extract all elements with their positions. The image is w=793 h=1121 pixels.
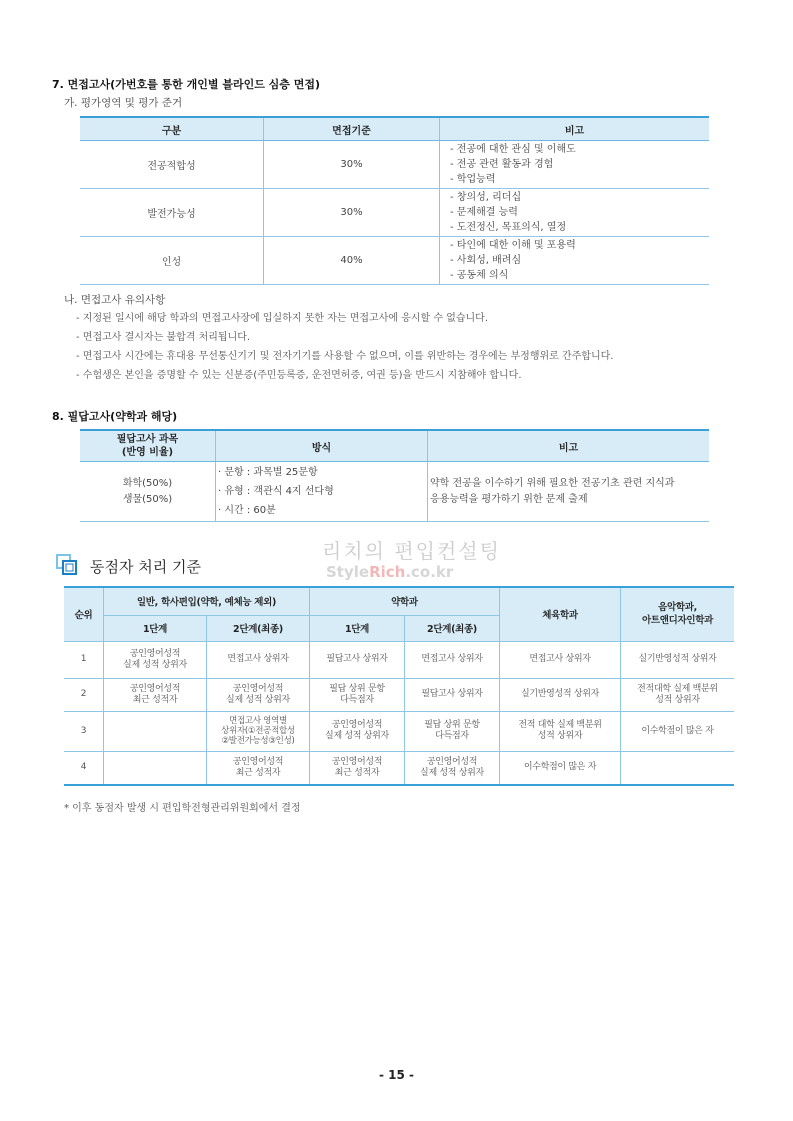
header-pe: 체육학과 [500, 587, 621, 641]
subject-biology: 생물(50%) [122, 493, 173, 505]
method-item: · 문항 : 과목별 25문항 [218, 467, 318, 478]
cell-line: 전적 대학 실제 백분위 [518, 720, 602, 730]
row-ratio: 30% [264, 189, 440, 237]
interview-criteria-table [80, 116, 709, 285]
rank-cell: 3 [64, 711, 104, 751]
row-note: - 문제해결 능력 [450, 207, 518, 218]
row-note: - 도전정신, 목표의식, 열정 [450, 222, 567, 233]
rank-cell: 4 [64, 751, 104, 785]
cell-line: 성적 상위자 [655, 694, 700, 705]
header-remark: 비고 [440, 117, 710, 141]
subject-chemistry: 화학(50%) [122, 477, 173, 489]
caution-item: - 지정된 일시에 해당 학과의 면접고사장에 입실하지 못한 자는 면접고사에 응시할 수 없습니다. [76, 313, 489, 324]
cell-line: 상위자(①전공적합성 [221, 726, 295, 736]
cell-line: 공인영어성적 [331, 756, 383, 767]
cell-line: 최근 성적자 [235, 767, 281, 778]
tie-footnote: * 이후 동점자 발생 시 편입학전형관리위원회에서 결정 [64, 803, 301, 814]
section-box-icon [56, 554, 78, 576]
header-category: 구분 [80, 117, 264, 141]
table-row [80, 141, 709, 189]
cell-line: 실제 성적 상위자 [420, 767, 484, 778]
cell-line: 이수학점이 많은 자 [523, 762, 597, 773]
cell-line: 공인영어성적 [129, 683, 181, 694]
method-item: · 시간 : 60분 [218, 505, 276, 516]
cell-line: 공인영어성적 [331, 720, 383, 730]
watermark-logo: 리치의 편입컨설팅 [322, 539, 501, 563]
cell-line: 실기반영성적 상위자 [638, 654, 717, 664]
cell-line: 공인영어성적 [426, 756, 478, 767]
row-ratio: 30% [264, 141, 440, 189]
header-stage1: 1단계 [310, 615, 405, 641]
tie-break-table [64, 586, 734, 786]
row-note: - 사회성, 배려심 [450, 255, 522, 266]
header-pharmacy: 약학과 [310, 587, 500, 615]
table-row [64, 751, 734, 785]
method-item: · 유형 : 객관식 4지 선다형 [218, 486, 334, 497]
cell-line: 필답 상위 문항 [329, 683, 385, 694]
row-note: - 학업능력 [450, 174, 496, 185]
header-criteria: 면접기준 [264, 117, 440, 141]
section8-title: 8. 필답고사(약학과 해당) [52, 410, 178, 423]
cell-line: 공인영어성적 [232, 756, 284, 767]
header-method: 방식 [216, 430, 428, 462]
cell-line: 면접고사 상위자 [529, 654, 591, 664]
header-rank: 순위 [64, 587, 104, 641]
caution-list [76, 309, 613, 385]
cell-line: 필답고사 상위자 [421, 689, 483, 699]
cell-line: 최근 성적자 [334, 767, 380, 778]
row-category: 인성 [80, 237, 264, 285]
table-row [64, 641, 734, 678]
header-ratio: (반영 비율) [121, 447, 174, 458]
cell-line: 필답고사 상위자 [326, 654, 388, 664]
row-category: 발전가능성 [80, 189, 264, 237]
cell-line: 전적대학 실제 백분위 [637, 683, 718, 694]
section7-sub-a: 가. 평가영역 및 평가 준거 [64, 97, 183, 109]
header-subject: 필답고사 과목 [116, 434, 179, 445]
table-row [64, 711, 734, 751]
watermark-url-part: .co.kr [405, 563, 454, 581]
rank-cell: 2 [64, 678, 104, 711]
table-row [80, 237, 709, 285]
cell-line: 다득점자 [435, 731, 469, 741]
header-music: 음악학과, [658, 602, 697, 614]
header-stage2: 2단계(최종) [405, 615, 500, 641]
cell-line: 면접고사 영역별 [229, 716, 287, 726]
row-note: - 창의성, 리더십 [450, 192, 522, 203]
empty-cell [621, 751, 735, 785]
header-remark: 비고 [428, 430, 710, 462]
page-number: - 15 - [378, 1068, 414, 1082]
row-category: 전공적합성 [80, 141, 264, 189]
watermark-url-part: Style [326, 563, 370, 581]
header-stage2: 2단계(최종) [207, 615, 310, 641]
cell-line: ②발전가능성③인성) [221, 736, 295, 746]
table-row [64, 678, 734, 711]
watermark-url [326, 563, 453, 581]
cell-line: 실제 성적 상위자 [123, 659, 187, 670]
caution-item: - 수험생은 본인을 증명할 수 있는 신분증(주민등록증, 운전면허증, 여권 등)을 반드시 지참해야 합니다. [76, 370, 522, 381]
section7-sub-b: 나. 면접고사 유의사항 [64, 294, 166, 306]
header-general: 일반, 학사편입(약학, 예체능 제외) [104, 587, 310, 615]
cell-line: 면접고사 상위자 [421, 654, 483, 664]
cell-line: 최근 성적자 [132, 694, 178, 705]
row-note: - 공동체 의식 [450, 270, 509, 281]
remark-line: 응용능력을 평가하기 위한 문제 출제 [430, 493, 588, 505]
row-note: - 타인에 대한 이해 및 포용력 [450, 240, 576, 251]
row-note: - 전공에 대한 관심 및 이해도 [450, 144, 576, 155]
cell-line: 실제 성적 상위자 [226, 694, 290, 705]
section7-title: 7. 면접고사(가번호를 통한 개인별 블라인드 심층 면접) [52, 78, 321, 91]
remark-line: 약학 전공을 이수하기 위해 필요한 전공기초 관련 지식과 [430, 477, 675, 489]
empty-cell [104, 751, 207, 785]
header-stage1: 1단계 [104, 615, 207, 641]
header-music: 아트앤디자인학과 [641, 615, 714, 627]
cell-line: 실기반영성적 상위자 [520, 689, 600, 699]
empty-cell [104, 711, 207, 751]
caution-item: - 면접고사 시간에는 휴대용 무선통신기기 및 전자기기를 사용할 수 없으며, 이를 위반하는 경우에는 부정행위로 간주합니다. [76, 351, 614, 362]
table-row [80, 189, 709, 237]
cell-line: 다득점자 [340, 694, 374, 705]
row-note: - 전공 관련 활동과 경험 [450, 159, 554, 170]
written-exam-table [80, 429, 709, 522]
cell-line: 이수학점이 많은 자 [641, 725, 714, 736]
table-row [80, 462, 709, 522]
row-ratio: 40% [264, 237, 440, 285]
cell-line: 공인영어성적 [129, 648, 181, 659]
cell-line: 면접고사 상위자 [227, 654, 289, 664]
cell-line: 필답 상위 문항 [424, 720, 480, 730]
tie-title: 동점자 처리 기준 [90, 558, 201, 576]
cell-line: 실제 성적 상위자 [325, 731, 389, 741]
cell-line: 공인영어성적 [232, 683, 284, 694]
rank-cell: 1 [64, 641, 104, 678]
watermark-url-part: Rich [369, 563, 406, 581]
caution-item: - 면접고사 결시자는 불합격 처리됩니다. [76, 332, 251, 343]
cell-line: 성적 상위자 [537, 731, 583, 741]
